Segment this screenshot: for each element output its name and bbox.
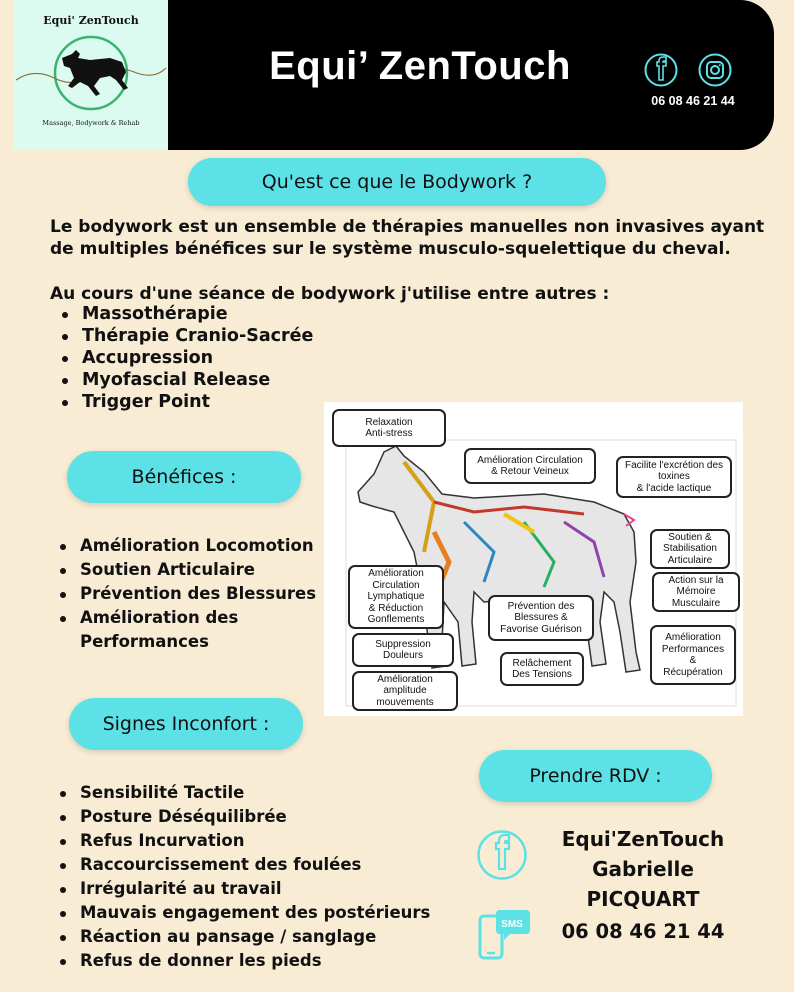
facebook-icon[interactable] (644, 53, 678, 87)
horse-logo-icon (14, 28, 168, 118)
list-item: Sensibilité Tactile (60, 781, 430, 805)
list-item: Prévention des Blessures (60, 582, 320, 606)
diagram-label: Amélioration Performances & Récupération (650, 625, 736, 685)
diagram-label: Soutien & Stabilisation Articulaire (650, 529, 730, 569)
logo-title: Equi' ZenTouch (43, 14, 139, 27)
list-item: Posture Déséquilibrée (60, 805, 430, 829)
contact-phone[interactable]: 06 08 46 21 44 (561, 920, 725, 943)
list-item: Refus de donner les pieds (60, 949, 430, 973)
diagram-label: Facilite l'excrétion des toxines & l'acide lactique (616, 456, 732, 498)
diagram-label: Action sur la Mémoire Musculaire (652, 572, 740, 612)
diagram-label: Relâchement Des Tensions (500, 652, 584, 686)
list-item: Amélioration des Performances (60, 606, 320, 654)
horse-benefits-diagram (324, 402, 743, 716)
intro-line-2: de multiples bénéfices sur le système musculo-squelettique du cheval. (50, 239, 731, 259)
list-item: Thérapie Cranio-Sacrée (62, 325, 313, 347)
logo (14, 0, 168, 150)
list-item: Mauvais engagement des postérieurs (60, 901, 430, 925)
instagram-icon[interactable] (698, 53, 732, 87)
list-item: Trigger Point (62, 391, 313, 413)
section-heading-signs: Signes Inconfort : (69, 698, 303, 750)
sms-phone-icon[interactable] (476, 906, 532, 962)
contact-name-line2: Gabrielle PICQUART (586, 857, 700, 911)
list-item: Irrégularité au travail (60, 877, 430, 901)
list-item: Réaction au pansage / sanglage (60, 925, 430, 949)
methods-intro: Au cours d'une séance de bodywork j'utilise entre autres : (50, 284, 610, 304)
appointment-button[interactable]: Prendre RDV : (479, 750, 712, 802)
list-item: Raccourcissement des foulées (60, 853, 430, 877)
methods-list (62, 303, 313, 413)
diagram-label: Amélioration Circulation & Retour Veineux (464, 448, 596, 484)
list-item: Refus Incurvation (60, 829, 430, 853)
list-item: Soutien Articulaire (60, 558, 320, 582)
signs-list (60, 781, 430, 973)
sms-label: SMS (501, 919, 523, 930)
list-item: Myofascial Release (62, 369, 313, 391)
benefits-list (60, 534, 320, 654)
diagram-label: Amélioration Circulation Lymphatique & Réduction Gonflements (348, 565, 444, 629)
diagram-label: Amélioration amplitude mouvements (352, 671, 458, 711)
diagram-label: Suppression Douleurs (352, 633, 454, 667)
header-phone[interactable]: 06 08 46 21 44 (651, 94, 735, 108)
list-item: Accupression (62, 347, 313, 369)
diagram-label: Prévention des Blessures & Favorise Guérison (488, 595, 594, 641)
facebook-icon[interactable] (476, 829, 528, 881)
section-heading-benefits: Bénéfices : (67, 451, 301, 503)
intro-line-1: Le bodywork est un ensemble de thérapies manuelles non invasives ayant (50, 217, 765, 237)
section-heading-bodywork: Qu'est ce que le Bodywork ? (188, 158, 606, 206)
logo-subtitle: Massage, Bodywork & Rehab (42, 119, 140, 127)
list-item: Amélioration Locomotion (60, 534, 320, 558)
list-item: Massothérapie (62, 303, 313, 325)
diagram-label: Relaxation Anti-stress (332, 409, 446, 447)
brand-title: Equi’ ZenTouch (269, 44, 571, 88)
contact-name-line1: Equi'ZenTouch (561, 827, 725, 851)
